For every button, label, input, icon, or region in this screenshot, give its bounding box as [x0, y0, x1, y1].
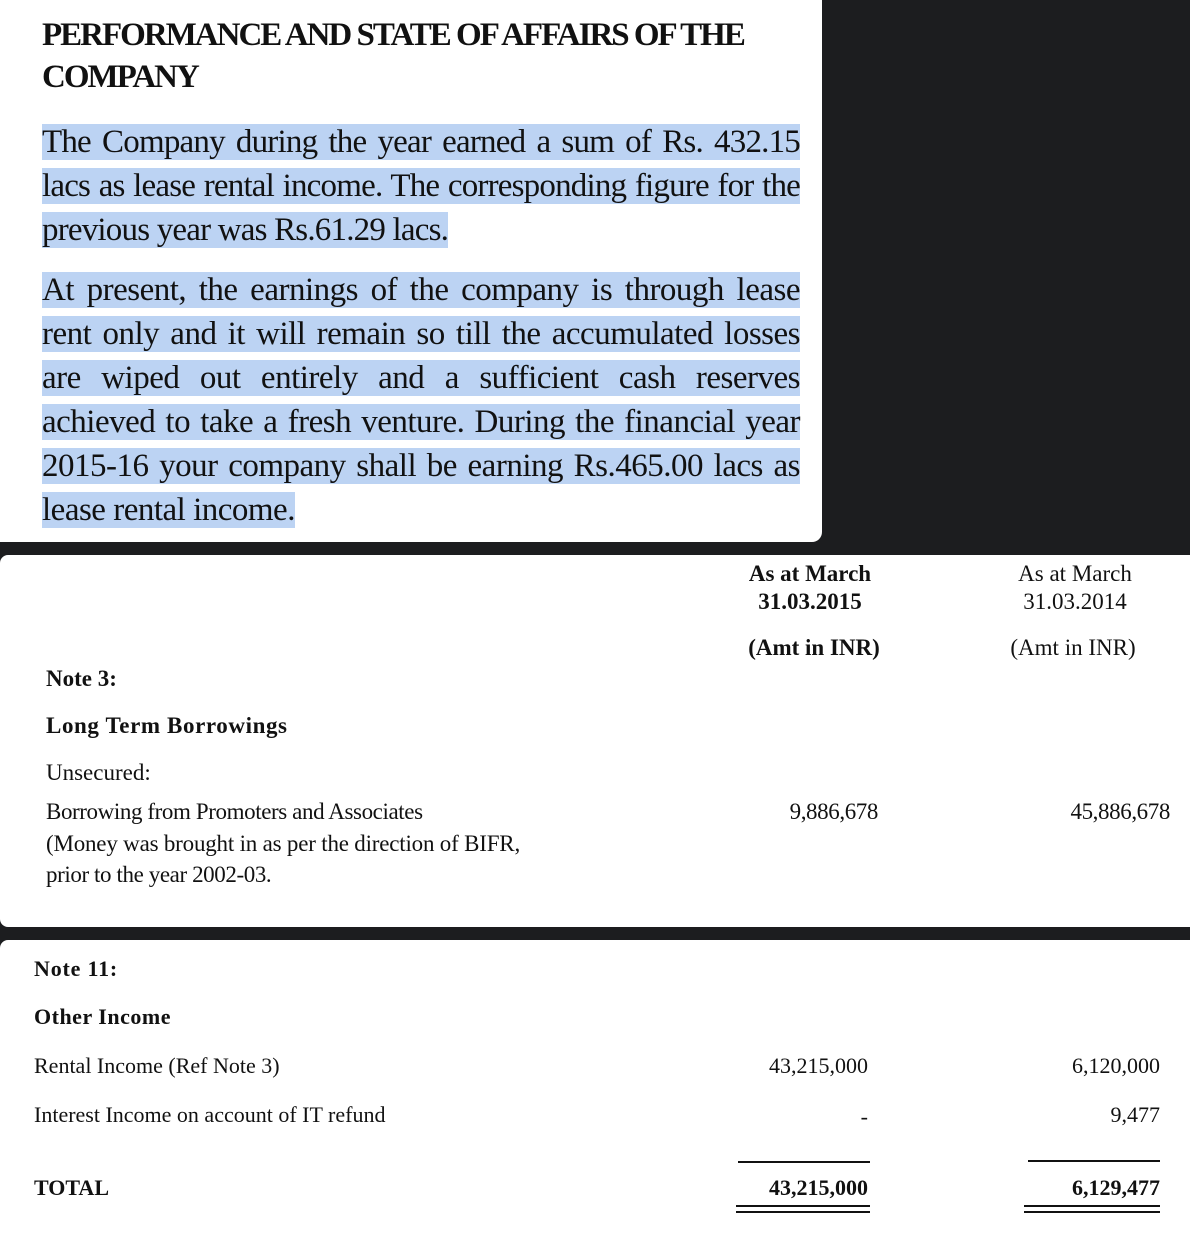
amount-previous: 9,477: [1110, 1102, 1160, 1127]
column-header-current-unit: (Amt in INR): [748, 635, 880, 660]
column-header-previous-unit: (Amt in INR): [1010, 635, 1136, 660]
item-line: Borrowing from Promoters and Associates: [46, 799, 423, 824]
note-heading: Other Income: [34, 1004, 171, 1029]
amount-previous: 45,886,678: [1070, 799, 1170, 824]
note-label: Note 3:: [46, 666, 117, 691]
total-current: 43,215,000: [769, 1175, 868, 1200]
item-line: (Money was brought in as per the direction of BIFR,: [46, 831, 520, 856]
amount-current: 9,886,678: [789, 799, 878, 824]
note-11-panel: [0, 940, 1190, 1238]
column-header-previous-date: 31.03.2014: [1023, 589, 1127, 614]
double-underline-current: [736, 1211, 870, 1213]
total-rule-previous: [1028, 1160, 1160, 1162]
column-header-previous-line1: As at March: [1018, 561, 1132, 586]
highlighted-paragraph[interactable]: [42, 268, 800, 532]
total-rule-current: [738, 1161, 870, 1163]
double-underline-previous: [1024, 1211, 1160, 1213]
note-heading: Long Term Borrowings: [46, 713, 288, 738]
directors-report-panel: [0, 0, 822, 542]
double-underline-previous: [1024, 1205, 1160, 1207]
note-3-panel: [0, 555, 1190, 927]
column-header-current-date: 31.03.2015: [758, 589, 862, 614]
row-label-rental-income: Rental Income (Ref Note 3): [34, 1053, 280, 1078]
note-label: Note 11:: [34, 956, 118, 981]
note-subheading: Unsecured:: [46, 760, 151, 785]
total-previous: 6,129,477: [1072, 1175, 1160, 1200]
amount-previous: 6,120,000: [1072, 1053, 1160, 1078]
highlighted-paragraph[interactable]: [42, 120, 800, 252]
amount-current: 43,215,000: [769, 1053, 868, 1078]
item-line: prior to the year 2002-03.: [46, 862, 272, 887]
amount-current: -: [860, 1104, 868, 1129]
paragraph-text: At present, the earnings of the company is through lease rent only and it will remain so till the accumulated losses are wiped out entirely and a sufficient cash reserves achieved to take a fresh venture. During the financial year 2015-16 your company shall be earning Rs.465.00 lacs as lease rental income.: [42, 272, 800, 528]
double-underline-current: [736, 1205, 870, 1207]
column-header-current-line1: As at March: [748, 561, 872, 586]
total-label: TOTAL: [34, 1175, 109, 1200]
paragraph-text: The Company during the year earned a sum of Rs. 432.15 lacs as lease rental income. The corresponding figure for the previous year was Rs.61.29 lacs.: [42, 124, 800, 248]
row-label-interest-income: Interest Income on account of IT refund: [34, 1102, 386, 1127]
section-title: PERFORMANCE AND STATE OF AFFAIRS OF THE COMPANY: [42, 17, 744, 95]
